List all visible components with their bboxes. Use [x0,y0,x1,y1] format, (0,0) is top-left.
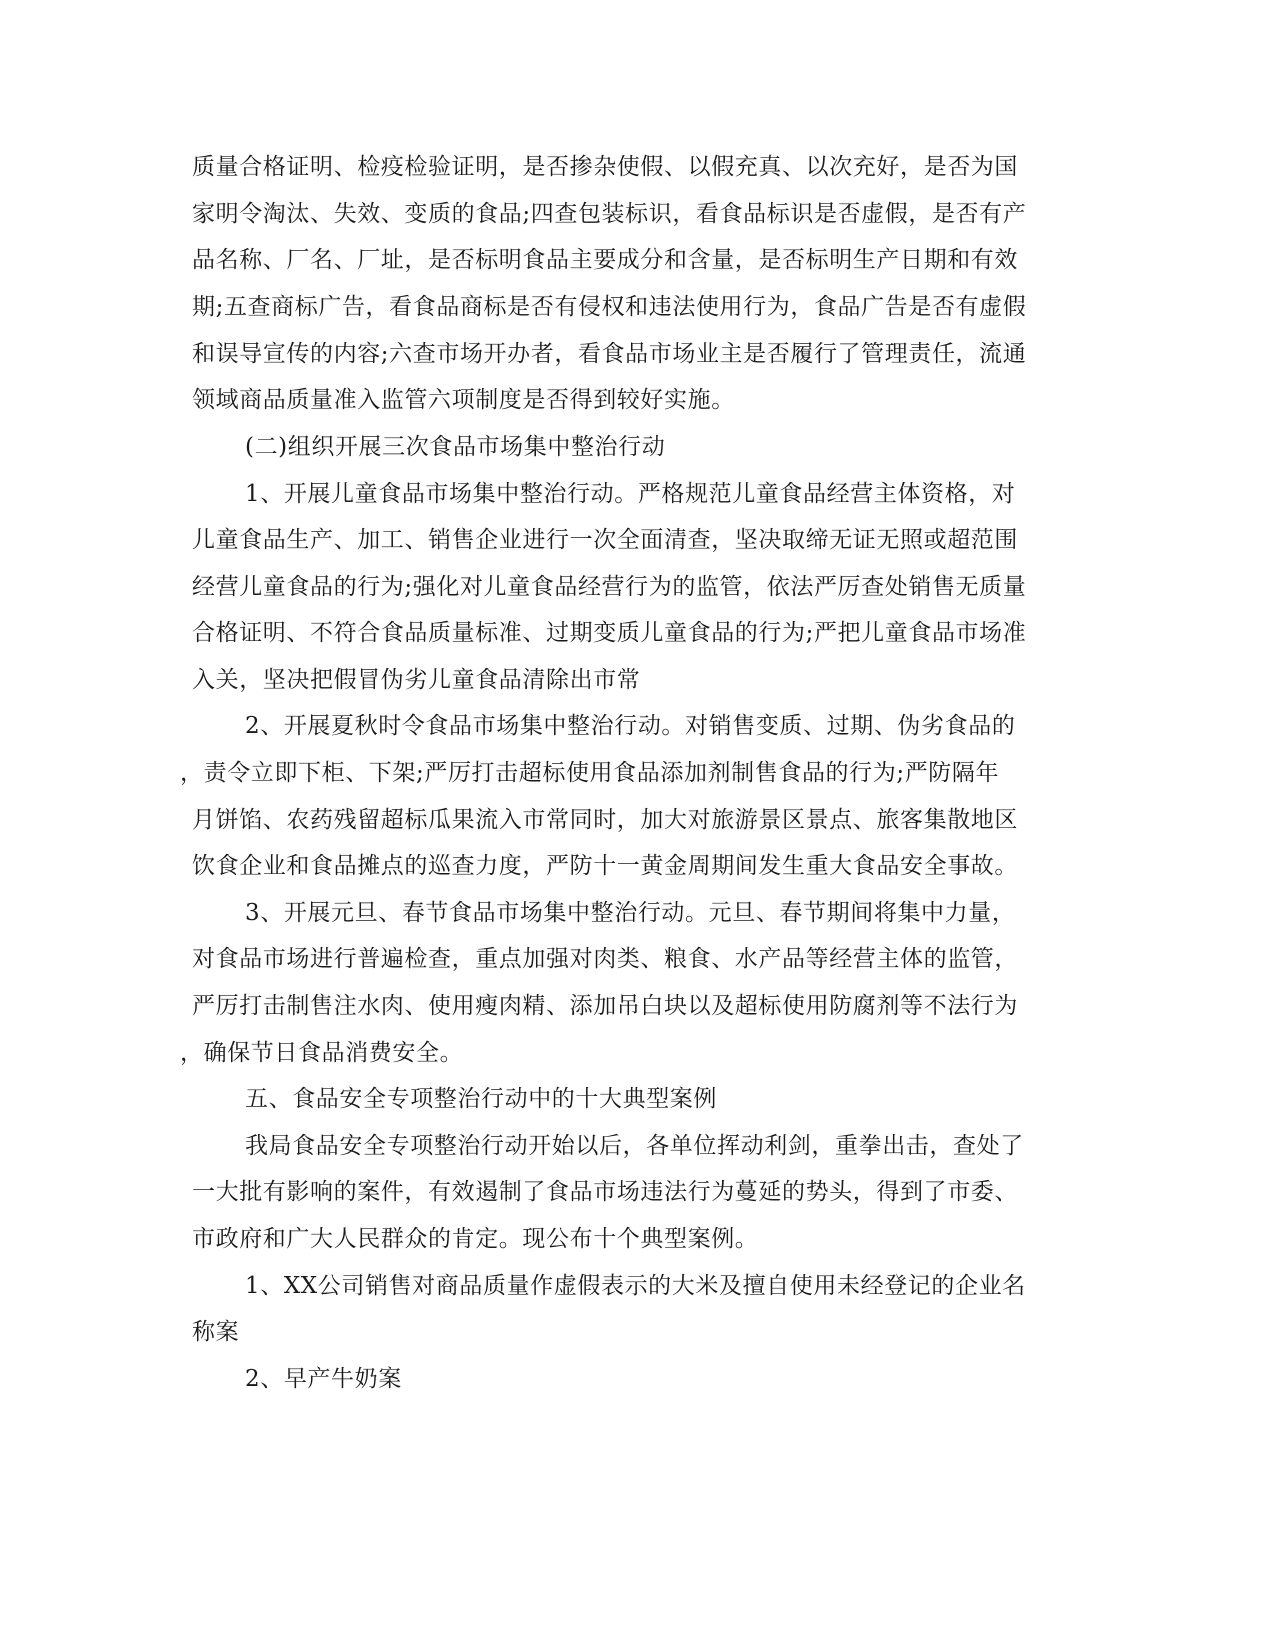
body-text-line: 品名称、厂名、厂址，是否标明食品主要成分和含量，是否标明生产日期和有效 [192,247,1018,273]
section-heading: (二)组织开展三次食品市场集中整治行动 [245,434,666,460]
body-text-line: 家明令淘汰、失效、变质的食品;四查包装标识，看食品标识是否虚假，是否有产 [192,201,1027,227]
body-text-line: 合格证明、不符合食品质量标准、过期变质儿童食品的行为;严把儿童食品市场准 [192,620,1027,646]
body-text-line: 饮食企业和食品摊点的巡查力度，严防十一黄金周期间发生重大食品安全事故。 [192,853,1018,879]
body-text-line: 严厉打击制售注水肉、使用瘦肉精、添加吊白块以及超标使用防腐剂等不法行为 [192,993,1018,1019]
body-text-line: 2、开展夏秋时令食品市场集中整治行动。对销售变质、过期、伪劣食品的 [245,713,1016,739]
body-text-line: ，责令立即下柜、下架;严厉打击超标使用食品添加剂制售食品的行为;严防隔年 [180,760,1000,786]
body-text-line: 市政府和广大人民群众的肯定。现公布十个典型案例。 [192,1226,759,1252]
section-heading: 五、食品安全专项整治行动中的十大典型案例 [245,1086,717,1112]
body-text-line: 期;五查商标广告，看食品商标是否有侵权和违法使用行为，食品广告是否有虚假 [192,294,1027,320]
body-text-line: 月饼馅、农药残留超标瓜果流入市常同时，加大对旅游景区景点、旅客集散地区 [192,807,1018,833]
body-text-line: 对食品市场进行普遍检查，重点加强对肉类、粮食、水产品等经营主体的监管， [192,946,1018,972]
body-text-line: 3、开展元旦、春节食品市场集中整治行动。元旦、春节期间将集中力量， [245,900,1016,926]
list-item: 称案 [192,1319,240,1345]
body-text-line: 质量合格证明、检疫检验证明，是否掺杂使假、以假充真、以次充好，是否为国 [192,154,1018,180]
body-text-line: ，确保节日食品消费安全。 [180,1040,464,1066]
list-item: 2、早产牛奶案 [245,1366,402,1392]
body-text-line: 1、开展儿童食品市场集中整治行动。严格规范儿童食品经营主体资格，对 [245,481,1016,507]
body-text-line: 和误导宣传的内容;六查市场开办者，看食品市场业主是否履行了管理责任，流通 [192,341,1027,367]
body-text-line: 经营儿童食品的行为;强化对儿童食品经营行为的监管，依法严厉查处销售无质量 [192,574,1027,600]
list-item: 1、XX公司销售对商品质量作虚假表示的大米及擅自使用未经登记的企业名 [245,1273,1026,1299]
body-text-line: 儿童食品生产、加工、销售企业进行一次全面清查，坚决取缔无证无照或超范围 [192,527,1018,553]
body-text-line: 一大批有影响的案件，有效遏制了食品市场违法行为蔓延的势头，得到了市委、 [192,1179,1018,1205]
body-text-line: 领域商品质量准入监管六项制度是否得到较好实施。 [192,387,735,413]
body-text-line: 入关，坚决把假冒伪劣儿童食品清除出市常 [192,667,641,693]
body-text-line: 我局食品安全专项整治行动开始以后，各单位挥动利剑，重拳出击，查处了 [245,1133,1024,1159]
